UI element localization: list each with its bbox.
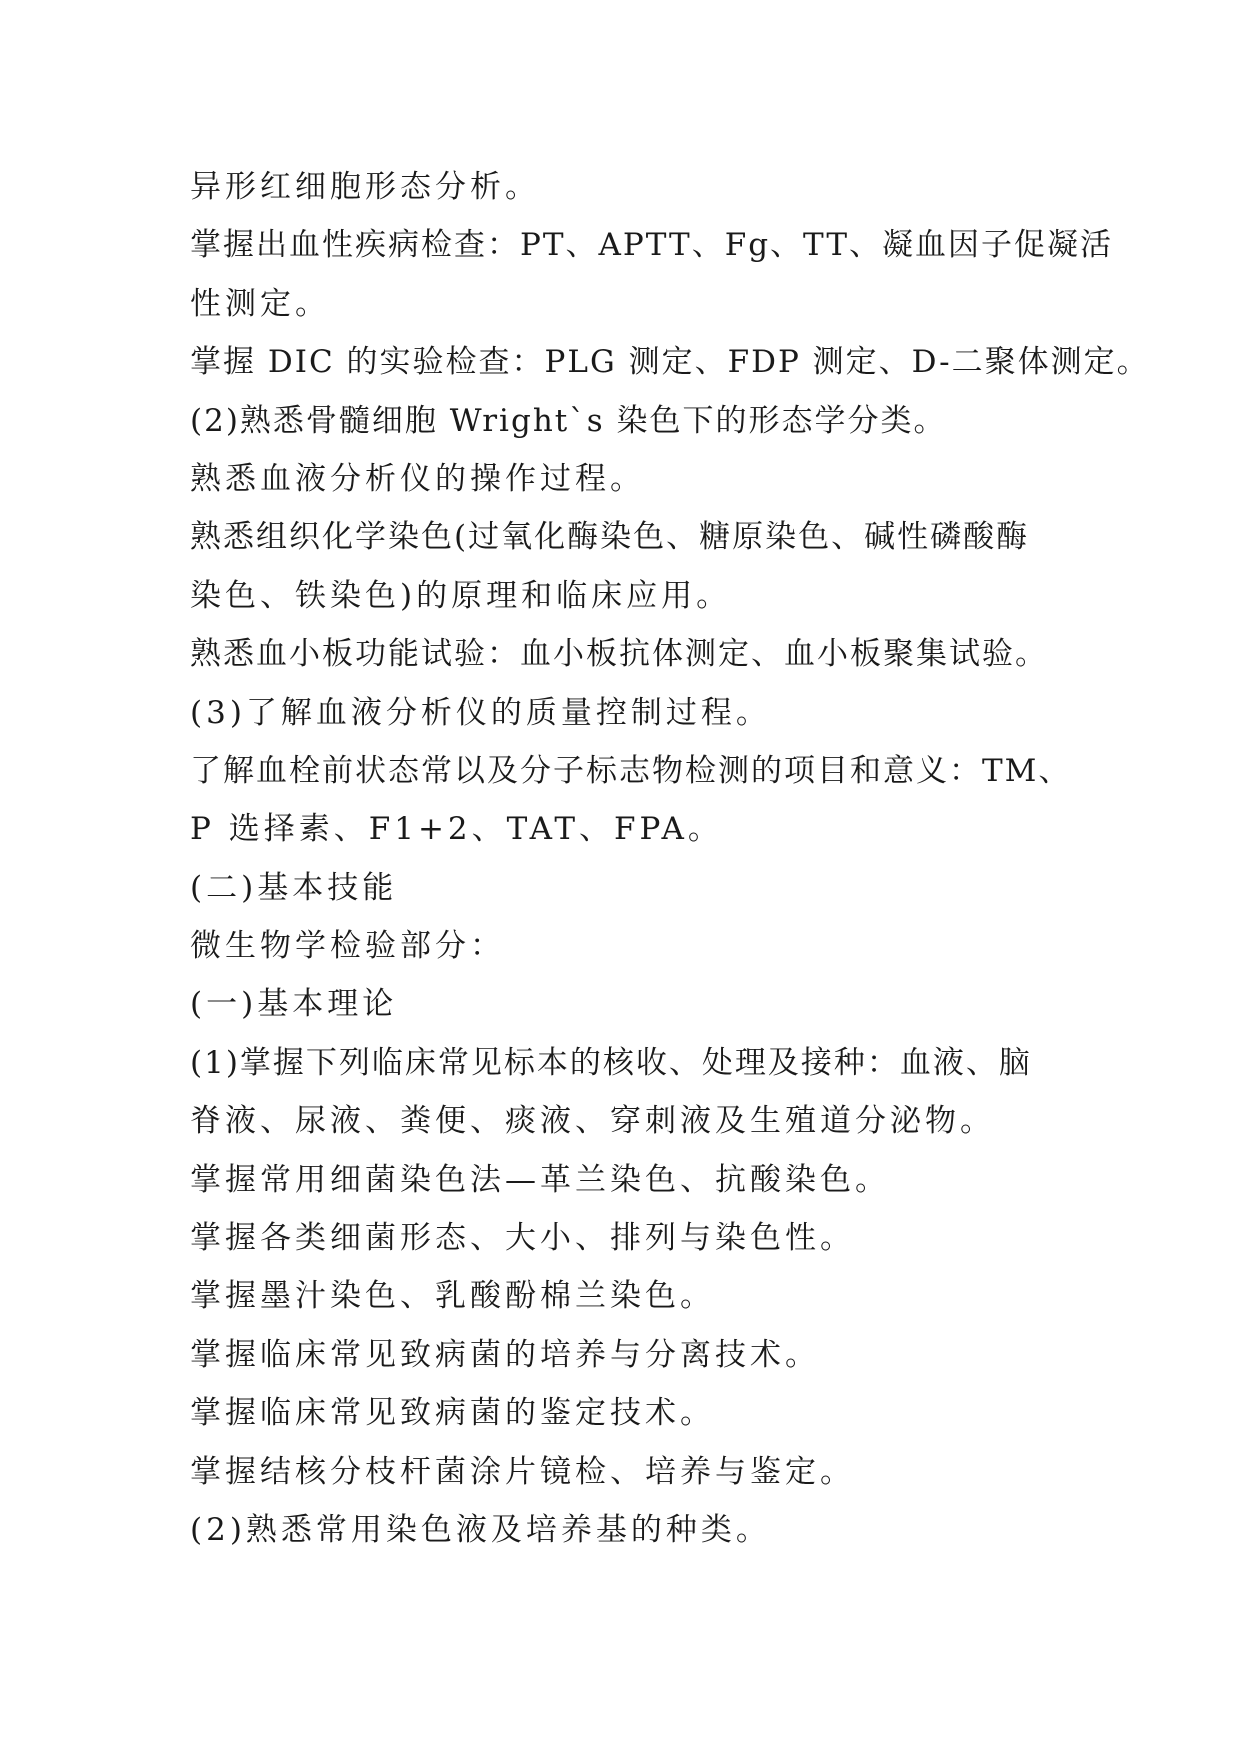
- text-line: 掌握临床常见致病菌的培养与分离技术。: [190, 1336, 820, 1373]
- text-line: 掌握 DIC 的实验检查：PLG 测定、FDP 测定、D-二聚体测定。: [190, 344, 1150, 381]
- text-line: 异形红细胞形态分析。: [190, 169, 540, 205]
- text-line: 微生物学检验部分：: [190, 928, 505, 965]
- text-line: (一)基本理论: [190, 986, 398, 1023]
- text-line: 掌握结核分枝杆菌涂片镜检、培养与鉴定。: [190, 1453, 855, 1490]
- text-line: 脊液、尿液、粪便、痰液、穿刺液及生殖道分泌物。: [190, 1103, 995, 1140]
- text-line: 了解血栓前状态常以及分子标志物检测的项目和意义：TM、: [190, 752, 1072, 789]
- text-line: (3)了解血液分析仪的质量控制过程。: [190, 694, 771, 731]
- text-line: 掌握各类细菌形态、大小、排列与染色性。: [190, 1220, 855, 1257]
- text-line: P 选择素、F1+2、TAT、FPA。: [190, 811, 723, 848]
- text-line: 熟悉血液分析仪的操作过程。: [190, 460, 645, 497]
- text-line: 熟悉组织化学染色(过氧化酶染色、糖原染色、碱性磷酸酶: [190, 519, 1030, 556]
- text-line: 熟悉血小板功能试验：血小板抗体测定、血小板聚集试验。: [190, 636, 1048, 673]
- text-line: (2)熟悉骨髓细胞 Wright`s 染色下的形态学分类。: [190, 402, 947, 439]
- text-line: 染色、铁染色)的原理和临床应用。: [190, 577, 732, 614]
- text-line: 掌握出血性疾病检查：PT、APTT、Fg、TT、凝血因子促凝活: [190, 227, 1113, 264]
- text-line: 掌握墨汁染色、乳酸酚棉兰染色。: [190, 1278, 715, 1315]
- text-line: 性测定。: [190, 285, 330, 322]
- document-body: [190, 158, 1150, 1559]
- text-line: 掌握临床常见致病菌的鉴定技术。: [190, 1395, 715, 1432]
- text-line: (2)熟悉常用染色液及培养基的种类。: [190, 1511, 771, 1548]
- text-line: 掌握常用细菌染色法—革兰染色、抗酸染色。: [190, 1161, 890, 1198]
- text-line: (1)掌握下列临床常见标本的核收、处理及接种：血液、脑: [190, 1044, 1032, 1081]
- text-line: (二)基本技能: [190, 869, 398, 906]
